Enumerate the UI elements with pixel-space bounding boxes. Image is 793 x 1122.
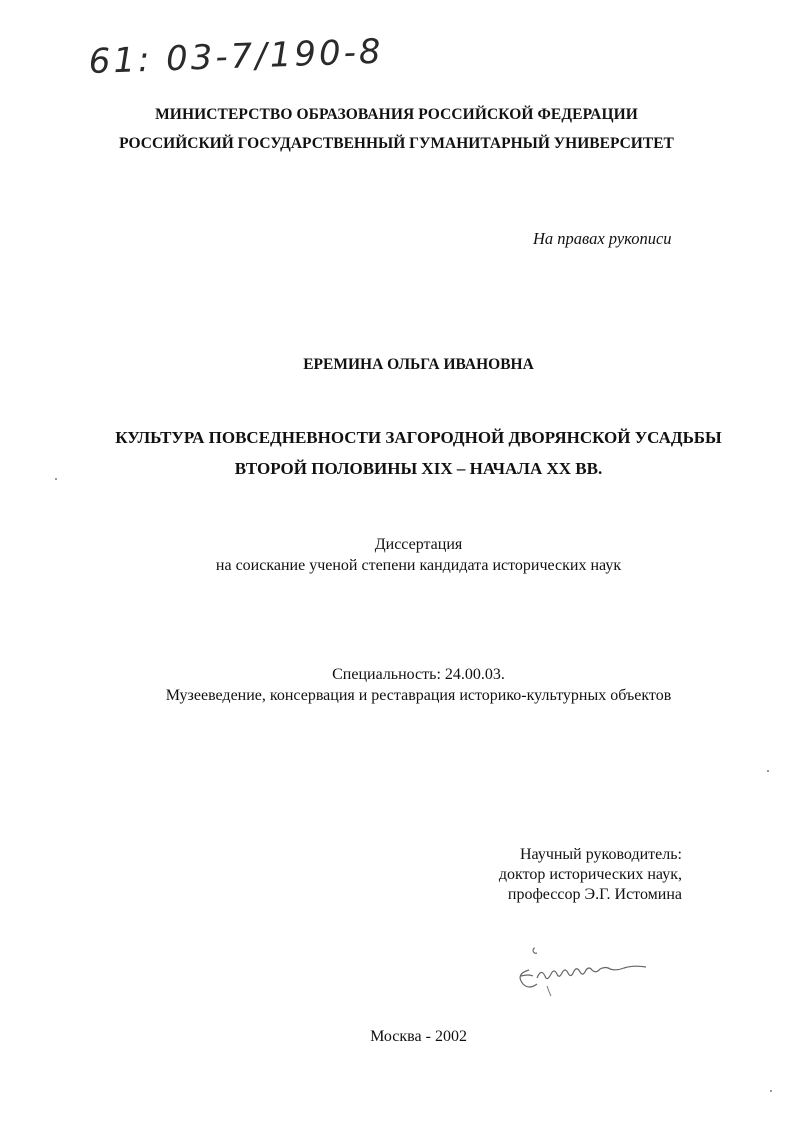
- specialty-code: Специальность: 24.00.03.: [332, 666, 505, 683]
- manuscript-rights-note: На правах рукописи: [533, 229, 672, 248]
- dissertation-title-line-2: ВТОРОЙ ПОЛОВИНЫ XIX – НАЧАЛА XX ВВ.: [234, 459, 603, 478]
- dissertation-type: Диссертация: [374, 536, 463, 553]
- supervisor-degree: доктор исторических наук,: [498, 866, 682, 883]
- dissertation-purpose: на соискание ученой степени кандидата исторических наук: [215, 557, 622, 574]
- archive-handwritten-note: 61: 03-7/190-8: [88, 31, 385, 82]
- scan-speck: [770, 1090, 772, 1092]
- scan-speck: [55, 478, 57, 480]
- specialty-name: Музееведение, консервация и реставрация историко-культурных объектов: [165, 687, 672, 704]
- supervisor-label: Научный руководитель:: [519, 846, 682, 863]
- place-and-year: Москва - 2002: [370, 1028, 467, 1045]
- author-name: ЕРЕМИНА ОЛЬГА ИВАНОВНА: [303, 356, 534, 373]
- university-name: РОССИЙСКИЙ ГОСУДАРСТВЕННЫЙ ГУМАНИТАРНЫЙ УНИВЕРСИТЕТ: [119, 135, 674, 152]
- scan-speck: [767, 770, 769, 772]
- author-signature: [507, 940, 697, 1000]
- ministry-name: МИНИСТЕРСТВО ОБРАЗОВАНИЯ РОССИЙСКОЙ ФЕДЕРАЦИИ: [155, 106, 638, 123]
- supervisor-name: профессор Э.Г. Истомина: [507, 886, 682, 903]
- dissertation-title-line-1: КУЛЬТУРА ПОВСЕДНЕВНОСТИ ЗАГОРОДНОЙ ДВОРЯНСКОЙ УСАДЬБЫ: [115, 428, 722, 447]
